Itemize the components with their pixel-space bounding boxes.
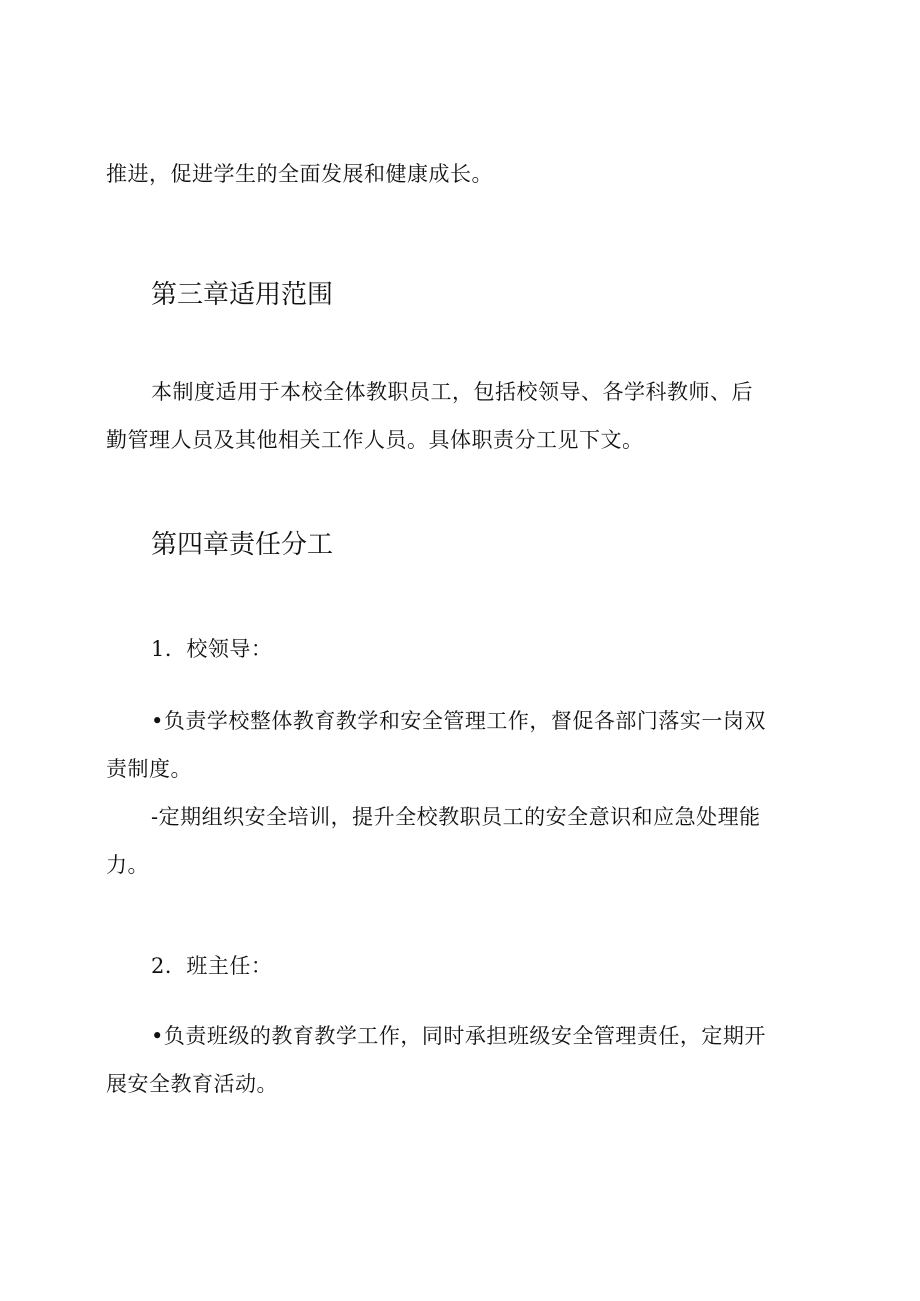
item-2-bullet-1-line-2: 展安全教育活动。 bbox=[106, 1072, 278, 1096]
item-2-title: 2．班主任： bbox=[151, 954, 273, 978]
item-1-bullet-2-line-1: -定期组织安全培训，提升全校教职员工的安全意识和应急处理能 bbox=[151, 805, 761, 829]
chapter-3-heading: 第三章适用范围 bbox=[151, 280, 334, 310]
item-1-bullet-1-line-1: •负责学校整体教育教学和安全管理工作，督促各部门落实一岗双 bbox=[151, 709, 766, 733]
scope-paragraph-line-2: 勤管理人员及其他相关工作人员。具体职责分工见下文。 bbox=[106, 428, 644, 452]
scope-paragraph-line-1: 本制度适用于本校全体教职员工，包括校领导、各学科教师、后 bbox=[151, 380, 753, 404]
paragraph-continuation: 推进，促进学生的全面发展和健康成长。 bbox=[106, 162, 493, 186]
item-1-bullet-1-line-2: 责制度。 bbox=[106, 757, 192, 781]
item-2-bullet-1-line-1: •负责班级的教育教学工作，同时承担班级安全管理责任，定期开 bbox=[151, 1024, 766, 1048]
item-1-bullet-2-line-2: 力。 bbox=[106, 853, 149, 877]
chapter-4-heading: 第四章责任分工 bbox=[151, 530, 334, 560]
item-1-title: 1．校领导： bbox=[151, 637, 273, 661]
